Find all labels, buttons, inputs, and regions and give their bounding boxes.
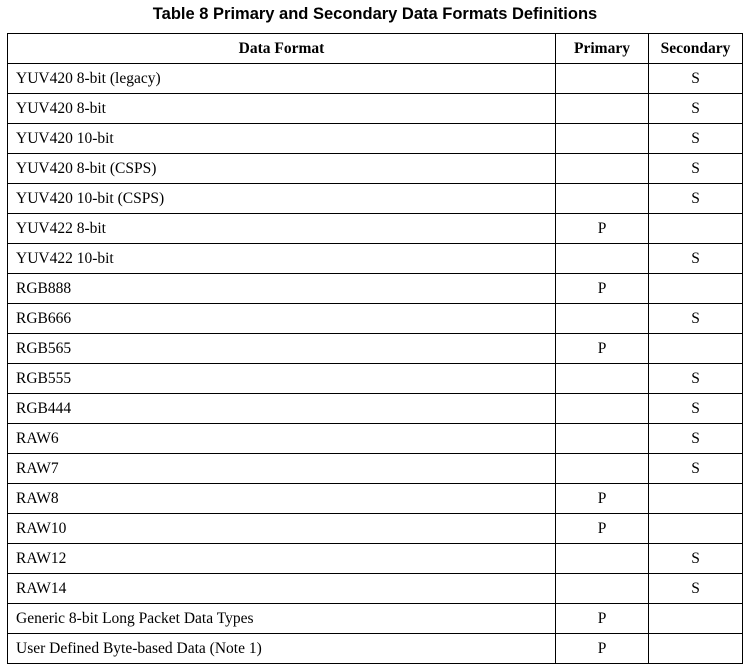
table-row: [8, 124, 743, 154]
data-formats-table: [7, 33, 743, 664]
cell-data-format: RAW14: [8, 574, 556, 604]
cell-data-format: RGB666: [8, 304, 556, 334]
cell-primary: P: [556, 634, 649, 664]
table-row: [8, 604, 743, 634]
cell-primary: [556, 454, 649, 484]
table-row: [8, 64, 743, 94]
cell-data-format: RAW8: [8, 484, 556, 514]
cell-secondary: S: [649, 544, 743, 574]
cell-primary: [556, 184, 649, 214]
cell-secondary: S: [649, 64, 743, 94]
cell-data-format: RGB555: [8, 364, 556, 394]
table-row: [8, 94, 743, 124]
cell-primary: P: [556, 274, 649, 304]
cell-data-format: RAW6: [8, 424, 556, 454]
cell-data-format: RGB888: [8, 274, 556, 304]
cell-secondary: S: [649, 94, 743, 124]
table-row: [8, 514, 743, 544]
table-row: [8, 544, 743, 574]
cell-secondary: [649, 514, 743, 544]
cell-data-format: YUV422 8-bit: [8, 214, 556, 244]
table-header-row: [8, 34, 743, 64]
table-row: [8, 424, 743, 454]
column-header-primary: Primary: [556, 34, 649, 64]
table-row: [8, 634, 743, 664]
cell-primary: [556, 94, 649, 124]
cell-primary: [556, 574, 649, 604]
cell-data-format: YUV420 8-bit (CSPS): [8, 154, 556, 184]
cell-secondary: S: [649, 394, 743, 424]
table-row: [8, 334, 743, 364]
cell-data-format: RGB444: [8, 394, 556, 424]
column-header-secondary: Secondary: [649, 34, 743, 64]
cell-data-format: RGB565: [8, 334, 556, 364]
cell-data-format: RAW12: [8, 544, 556, 574]
cell-secondary: [649, 274, 743, 304]
cell-data-format: RAW7: [8, 454, 556, 484]
table-row: [8, 184, 743, 214]
table-row: [8, 214, 743, 244]
cell-primary: P: [556, 484, 649, 514]
cell-secondary: [649, 484, 743, 514]
table-row: [8, 454, 743, 484]
cell-data-format: User Defined Byte-based Data (Note 1): [8, 634, 556, 664]
table-row: [8, 274, 743, 304]
cell-secondary: S: [649, 124, 743, 154]
cell-primary: [556, 424, 649, 454]
cell-primary: [556, 544, 649, 574]
cell-primary: P: [556, 214, 649, 244]
cell-data-format: YUV420 10-bit (CSPS): [8, 184, 556, 214]
cell-secondary: S: [649, 304, 743, 334]
cell-data-format: YUV420 8-bit: [8, 94, 556, 124]
cell-secondary: [649, 604, 743, 634]
cell-primary: [556, 394, 649, 424]
cell-primary: P: [556, 334, 649, 364]
cell-primary: [556, 124, 649, 154]
cell-secondary: S: [649, 574, 743, 604]
column-header-data-format: Data Format: [8, 34, 556, 64]
cell-secondary: S: [649, 154, 743, 184]
table-body: [8, 64, 743, 664]
table-row: [8, 244, 743, 274]
cell-primary: [556, 244, 649, 274]
cell-primary: [556, 154, 649, 184]
cell-secondary: S: [649, 184, 743, 214]
cell-secondary: S: [649, 244, 743, 274]
cell-data-format: Generic 8-bit Long Packet Data Types: [8, 604, 556, 634]
cell-secondary: [649, 334, 743, 364]
cell-secondary: [649, 634, 743, 664]
table-row: [8, 574, 743, 604]
table-row: [8, 394, 743, 424]
cell-primary: P: [556, 514, 649, 544]
table-caption: Table 8 Primary and Secondary Data Formats Definitions: [152, 5, 598, 23]
cell-data-format: YUV420 10-bit: [8, 124, 556, 154]
cell-secondary: [649, 214, 743, 244]
table-row: [8, 154, 743, 184]
table-row: [8, 484, 743, 514]
cell-secondary: S: [649, 364, 743, 394]
cell-secondary: S: [649, 424, 743, 454]
cell-primary: [556, 64, 649, 94]
table-row: [8, 304, 743, 334]
cell-data-format: YUV420 8-bit (legacy): [8, 64, 556, 94]
cell-data-format: YUV422 10-bit: [8, 244, 556, 274]
cell-primary: [556, 364, 649, 394]
cell-data-format: RAW10: [8, 514, 556, 544]
cell-primary: P: [556, 604, 649, 634]
cell-secondary: S: [649, 454, 743, 484]
cell-primary: [556, 304, 649, 334]
table-row: [8, 364, 743, 394]
